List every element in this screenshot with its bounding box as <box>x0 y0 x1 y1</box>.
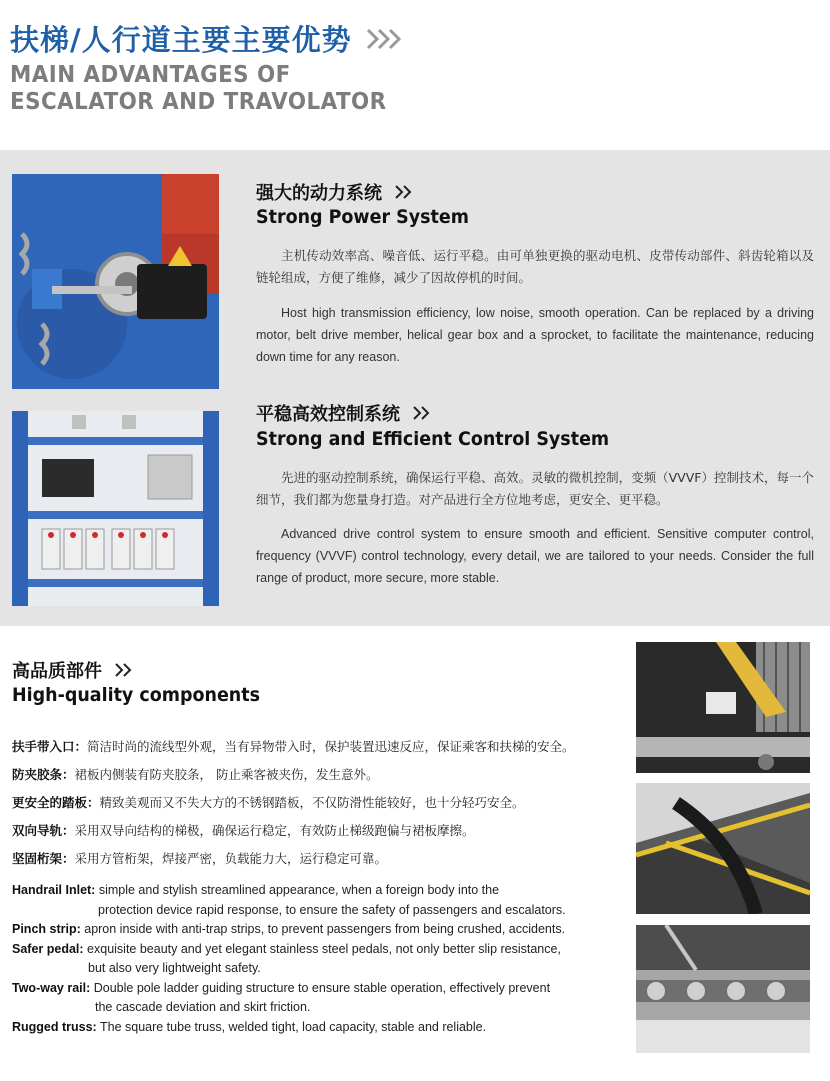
item-text: 采用双导向结构的梯极，确保运行稳定，有效防止梯级跑偏与裙板摩擦。 <box>74 823 475 838</box>
item-label: Two-way rail: <box>12 980 91 995</box>
item-label: 双向导轨： <box>12 823 75 838</box>
page-title-en-line1: MAIN ADVANTAGES OF <box>10 62 291 88</box>
list-item <box>12 920 622 940</box>
power-system-title-en: Strong Power System <box>256 206 469 228</box>
list-item <box>12 733 622 761</box>
control-system-text-en: Advanced drive control system to ensure smooth and efficient. Sensitive computer control, frequency (VVVF) control technology, every detail, we are tailored to your needs. Consider the full range of product, more secure, more stable. <box>256 527 814 585</box>
control-cabinet-photo <box>12 411 219 606</box>
power-system-text-en: Host high transmission efficiency, low noise, smooth operation. Can be replaced by a driving motor, belt drive member, helical gear box and a sprocket, to facilitate the maintenance, reducing down time for any reason. <box>256 306 814 364</box>
item-label: 扶手带入口： <box>12 739 88 754</box>
item-label: Rugged truss: <box>12 1019 97 1034</box>
double-chevron-icon <box>114 662 134 678</box>
power-system-text-cn: 主机传动效率高、噪音低、运行平稳。由可单独更换的驱动电机、皮带传动部件、斜齿轮箱以及链轮组成，方便了维修，减少了因故停机的时间。 <box>256 248 814 285</box>
double-chevron-icon <box>366 27 404 51</box>
safer-pedal-photo <box>636 783 810 914</box>
item-text: exquisite beauty and yet elegant stainless steel pedals, not only better slip resistance, <box>83 941 561 956</box>
control-system-title-cn-text: 平稳高效控制系统 <box>256 404 400 425</box>
list-item <box>12 1018 622 1038</box>
step-chain-photo <box>636 925 810 1053</box>
item-text-continued: but also very lightweight safety. <box>88 961 261 975</box>
handrail-inlet-photo <box>636 642 810 773</box>
item-label: Pinch strip: <box>12 922 81 936</box>
components-title-cn <box>12 657 134 683</box>
item-text: 精致美观而又不失大方的不锈钢踏板，不仅防滑性能较好，也十分轻巧安全。 <box>99 795 525 810</box>
list-item <box>12 881 622 920</box>
list-item <box>12 761 622 789</box>
page-title-en-line2: ESCALATOR AND TRAVOLATOR <box>10 89 387 115</box>
item-text: 裙板内侧装有防夹胶条， 防止乘客被夹伤，发生意外。 <box>74 767 379 782</box>
item-text: simple and stylish streamlined appearance, when a foreign body into the <box>95 883 500 897</box>
components-title-en: High-quality components <box>12 684 261 706</box>
page-title-cn-text: 扶梯/人行道主要主要优势 <box>10 23 352 57</box>
item-label: 更安全的踏板： <box>12 795 100 810</box>
list-item <box>12 979 622 1018</box>
control-system-title-cn <box>256 400 432 426</box>
item-text-continued: the cascade deviation and skirt friction. <box>95 1000 311 1014</box>
control-system-title-en: Strong and Efficient Control System <box>256 428 610 450</box>
list-item <box>12 789 622 817</box>
components-title-cn-text: 高品质部件 <box>12 661 102 682</box>
item-text: The square tube truss, welded tight, load capacity, stable and reliable. <box>96 1019 487 1034</box>
item-text-continued: protection device rapid response, to ensure the safety of passengers and escalators. <box>98 902 566 917</box>
list-item <box>12 845 622 873</box>
item-text: 采用方管桁架，焊接严密，负载能力大，运行稳定可靠。 <box>74 851 388 866</box>
power-system-title-cn-text: 强大的动力系统 <box>256 183 382 204</box>
power-system-title-cn <box>256 179 414 205</box>
control-system-text-cn: 先进的驱动控制系统，确保运行平稳、高效。灵敏的微机控制，变频（VVVF）控制技术，每一个细节，我们都为您量身打造。对产品进行全方位地考虑，更安全、更平稳。 <box>256 470 814 507</box>
page-title-en <box>10 62 387 116</box>
item-text: Double pole ladder guiding structure to ensure stable operation, effectively prevent <box>90 980 551 995</box>
list-item <box>12 817 622 845</box>
components-list-en <box>12 881 622 1037</box>
item-label: Safer pedal: <box>12 941 84 956</box>
item-label: Handrail Inlet: <box>12 883 96 897</box>
page-title-cn <box>10 18 404 59</box>
item-text: apron inside with anti-trap strips, to prevent passengers from being crushed, accidents. <box>80 922 566 936</box>
item-text: 简洁时尚的流线型外观，当有异物带入时，保护装置迅速反应，保证乘客和扶梯的安全。 <box>87 739 575 754</box>
drive-motor-photo <box>12 174 219 389</box>
item-label: 防夹胶条： <box>12 767 75 782</box>
double-chevron-icon <box>412 405 432 421</box>
item-label: 坚固桁架： <box>12 851 75 866</box>
components-list-cn <box>12 733 622 873</box>
list-item <box>12 940 622 979</box>
double-chevron-icon <box>394 184 414 200</box>
page-header <box>0 0 830 150</box>
